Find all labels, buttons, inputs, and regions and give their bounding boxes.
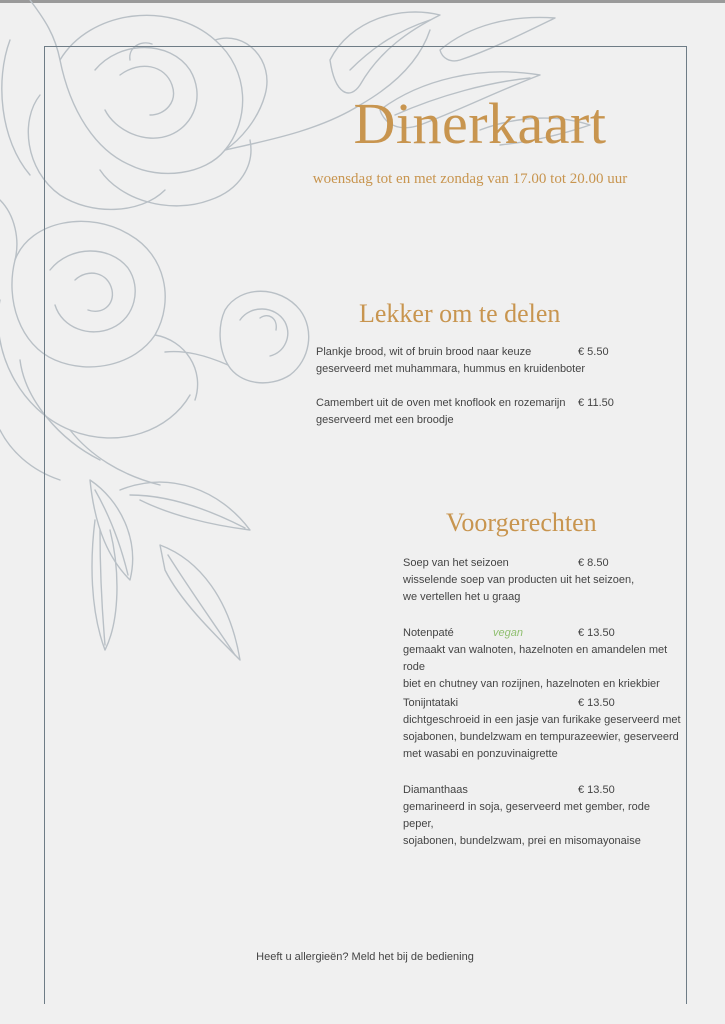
item-description: dichtgeschroeid in een jasje van furikake geserveerd met [403, 714, 681, 726]
item-price: € 11.50 [578, 397, 614, 409]
allergy-note: Heeft u allergieën? Meld het bij de bediening [256, 951, 474, 963]
item-description: we vertellen het u graag [403, 591, 521, 603]
item-price: € 8.50 [578, 557, 609, 569]
section-title-starters: Voorgerechten [446, 508, 597, 537]
item-name: Soep van het seizoen [403, 557, 509, 569]
item-description: geserveerd met een broodje [316, 414, 454, 426]
menu-item [403, 555, 683, 606]
item-description: gemarineerd in soja, geserveerd met gember, rode peper, [403, 801, 651, 830]
menu-item [316, 344, 626, 378]
item-price: € 5.50 [578, 346, 609, 358]
opening-hours: woensdag tot en met zondag van 17.00 tot 20.00 uur [312, 171, 628, 187]
menu-item [403, 695, 683, 763]
item-name: Camembert uit de oven met knoflook en rozemarijn [316, 397, 566, 409]
item-description: biet en chutney van rozijnen, hazelnoten en kriekbier [403, 678, 660, 690]
item-description: sojabonen, bundelzwam en tempurazeewier, geserveerd [403, 731, 679, 743]
menu-title: Dinerkaart [353, 91, 607, 156]
item-name: Tonijntataki [403, 697, 459, 709]
item-description: geserveerd met muhammara, hummus en kruidenboter [316, 363, 586, 375]
menu-item [403, 625, 683, 693]
item-description: met wasabi en ponzuvinaigrette [403, 748, 558, 760]
item-name: Notenpaté [403, 627, 454, 639]
section-title-sharing: Lekker om te delen [359, 299, 561, 328]
menu-item [316, 395, 626, 429]
item-description: sojabonen, bundelzwam, prei en misomayonaise [403, 835, 641, 847]
item-description: gemaakt van walnoten, hazelnoten en amandelen met rode [403, 644, 668, 673]
item-description: wisselende soep van producten uit het seizoen, [403, 574, 635, 586]
item-name: Diamanthaas [403, 784, 468, 796]
item-price: € 13.50 [578, 697, 615, 709]
item-price: € 13.50 [578, 627, 615, 639]
vegan-tag: vegan [493, 627, 523, 639]
item-price: € 13.50 [578, 784, 615, 796]
item-name: Plankje brood, wit of bruin brood naar keuze [316, 346, 532, 358]
menu-item [403, 782, 683, 850]
